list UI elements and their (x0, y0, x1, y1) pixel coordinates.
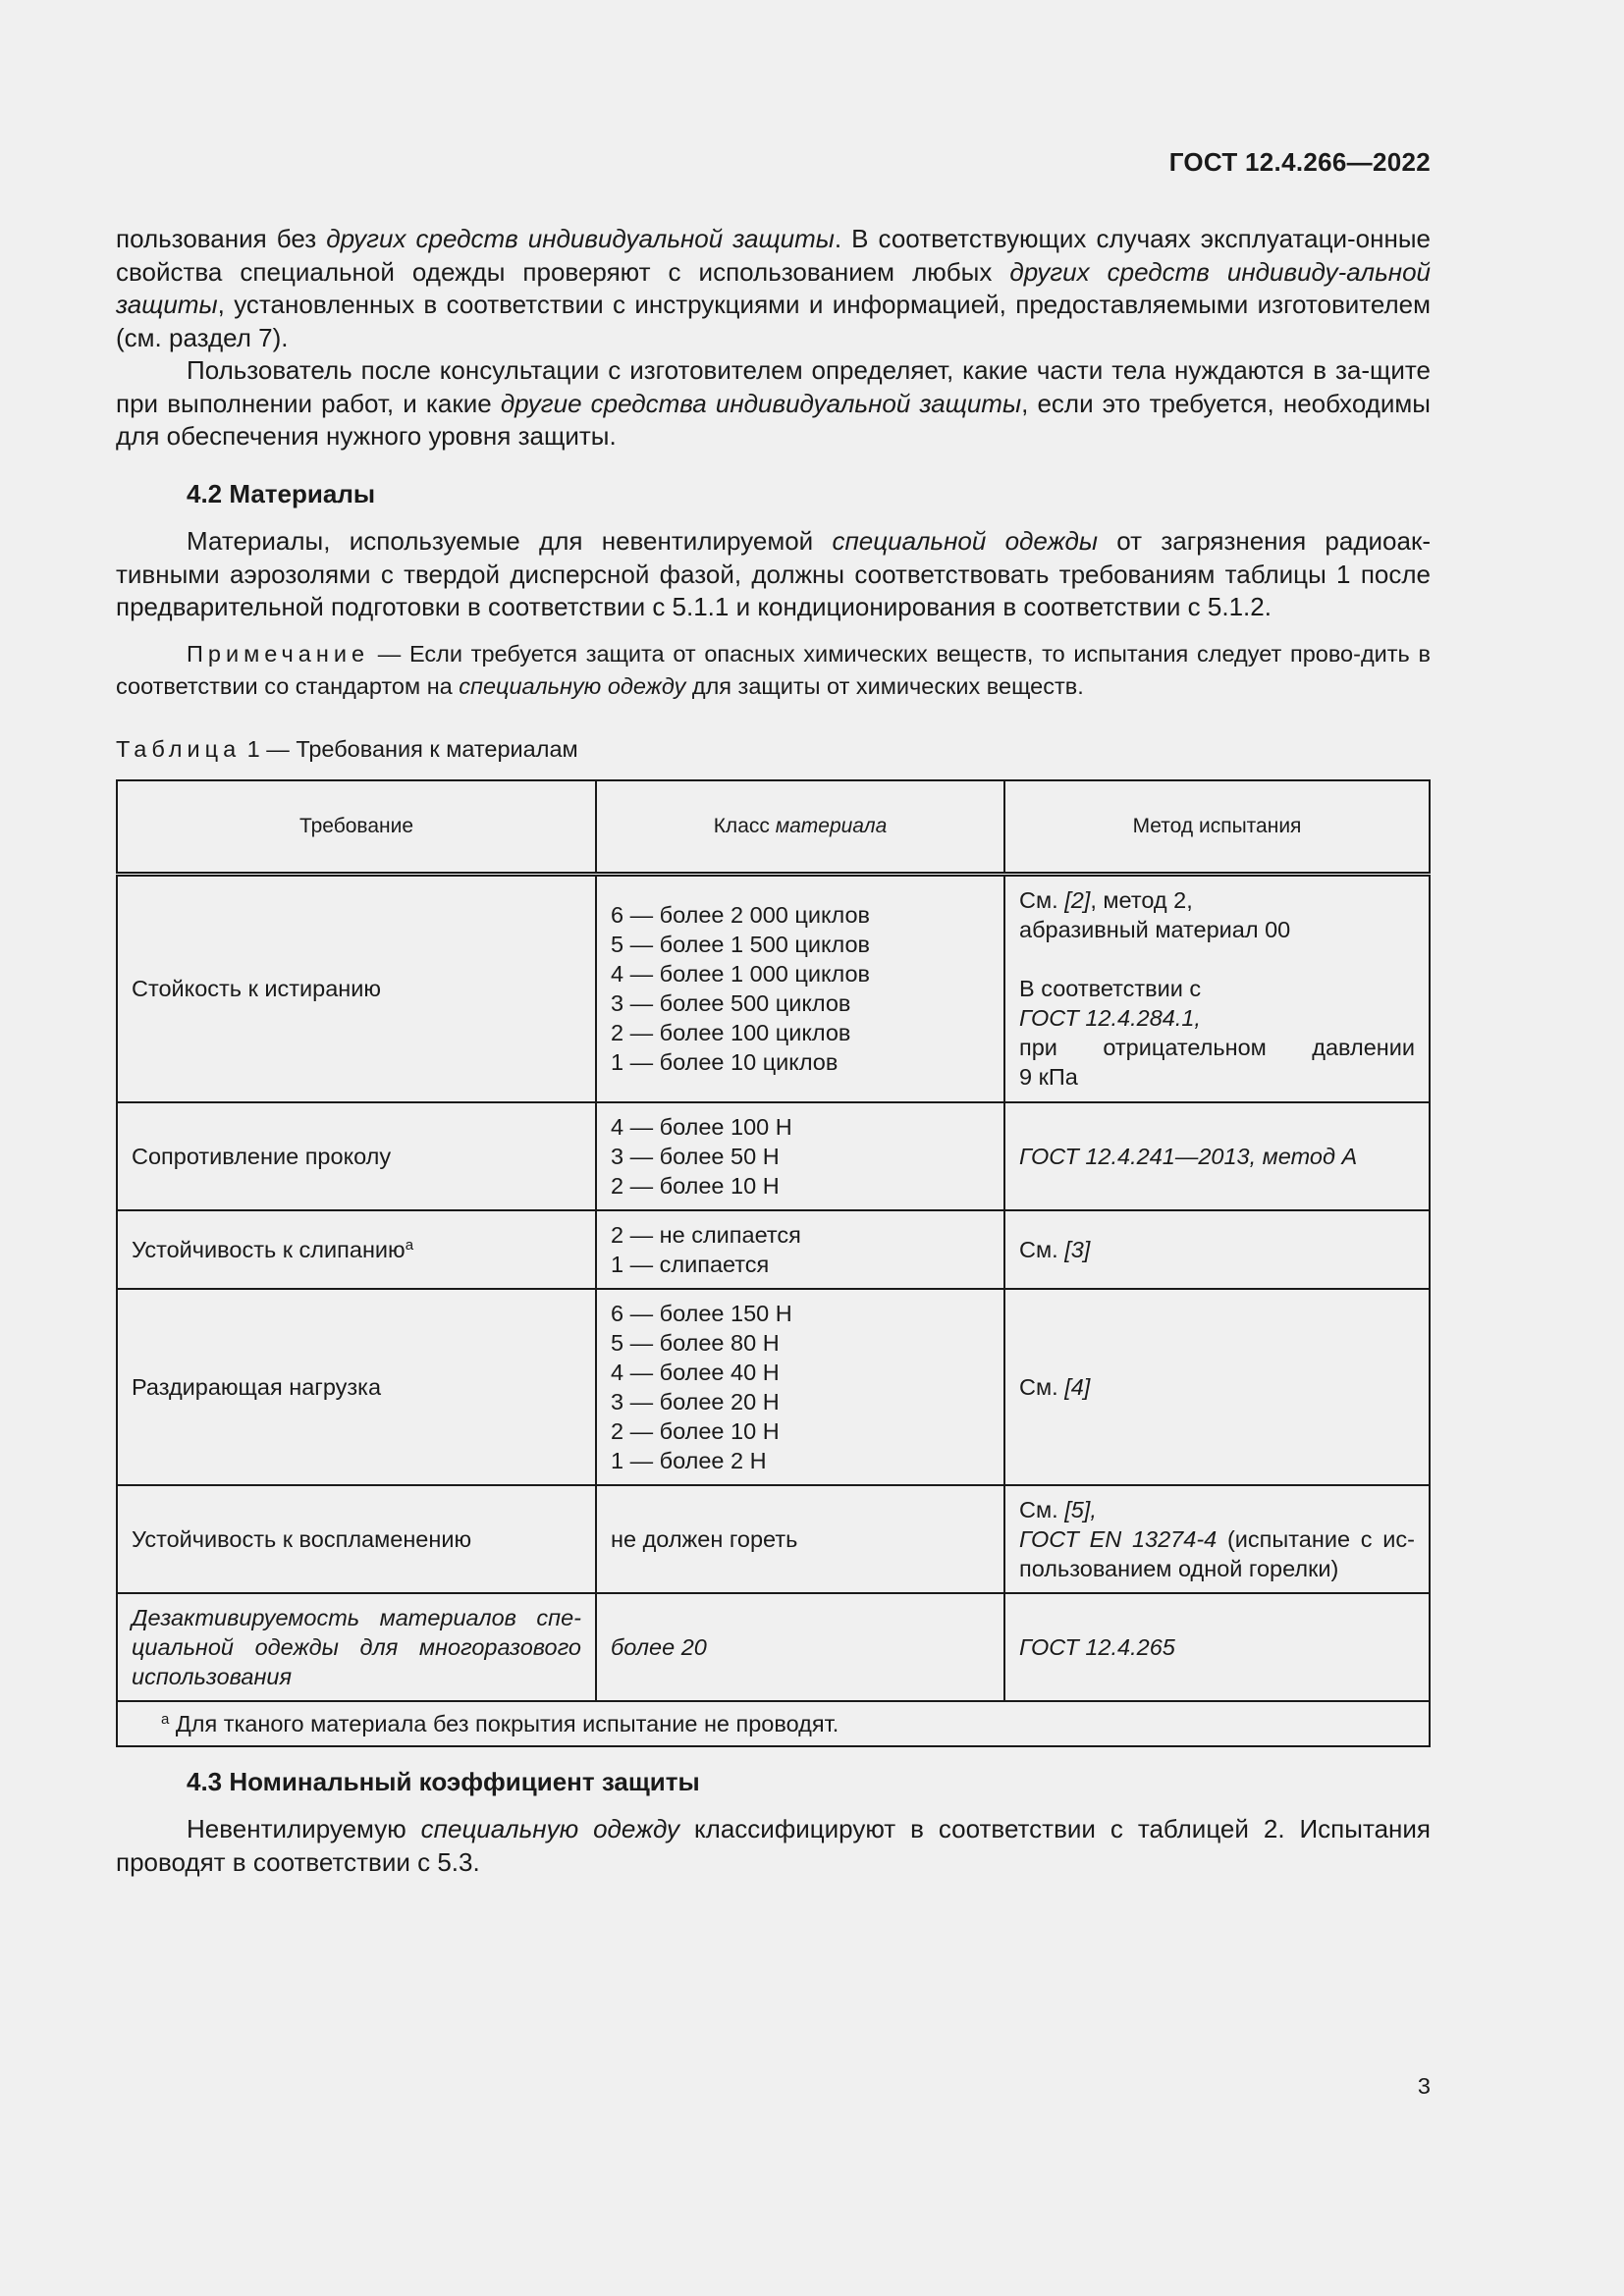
section-heading-4-2: 4.2 Материалы (187, 479, 376, 508)
method-cell: См. [3] (1004, 1210, 1430, 1289)
method-cell: См. [4] (1004, 1289, 1430, 1485)
requirement-cell: Устойчивость к воспламенению (117, 1485, 596, 1593)
class-cell: 6 — более 2 000 циклов 5 — более 1 500 циклов 4 — более 1 000 циклов 3 — более 500 циклов 2 — более 100 циклов 1 — более 10 циклов (596, 875, 1004, 1102)
intro-paragraph-1: пользования без других средств индивидуальной защиты. В соответствующих случаях эксплуатаци-онные свойства специальной одежды проверяют с использованием любых других средств индивиду-альной защиты, установленных в соответствии с инструкциями и информацией, предоставляемыми изготовителем (см. раздел 7). (116, 224, 1431, 352)
method-cell: ГОСТ 12.4.241—2013, метод А (1004, 1102, 1430, 1210)
table-row (117, 1485, 1430, 1593)
requirement-cell: Дезактивируемость материалов спе-циальной одежды для многоразового использования (117, 1593, 596, 1701)
intro-text (116, 223, 1431, 454)
requirement-cell: Устойчивость к слипанию$^а$ (117, 1210, 596, 1289)
materials-paragraph: Материалы, используемые для невентилируемой специальной одежды от загрязнения радиоак-тивными аэрозолями с твердой дисперсной фазой, должны соответствовать требованиям таблицы 1 после предварительной подготовки в соответствии с 5.1.1 и кондиционирования в соответствии с 5.1.2. (116, 526, 1431, 621)
class-cell: 2 — не слипается 1 — слипается (596, 1210, 1004, 1289)
table-caption: Таблица 1 — Требования к материалам (116, 736, 578, 762)
table-row (117, 875, 1430, 1102)
table-row (117, 1210, 1430, 1289)
method-cell: ГОСТ 12.4.265 (1004, 1593, 1430, 1701)
class-cell: более 20 (596, 1593, 1004, 1701)
table-footnote-row (117, 1701, 1430, 1746)
table-footnote: $^а$ Для тканого материала без покрытия испытание не проводят. (117, 1701, 1430, 1746)
method-cell: См. [2], метод 2, абразивный материал 00 В соответствии с ГОСТ 12.4.284.1, при отрицательном давлении 9 кПа (1004, 875, 1430, 1102)
header-test-method: Метод испытания (1004, 780, 1430, 875)
class-cell: не должен гореть (596, 1485, 1004, 1593)
table-row (117, 1593, 1430, 1701)
section-4-2-text (116, 525, 1431, 624)
table-row (117, 1102, 1430, 1210)
protection-factor-paragraph: Невентилируемую специальную одежду классифицируют в соответствии с таблицей 2. Испытания проводят в соответствии с 5.3. (116, 1814, 1431, 1877)
table-row (117, 1289, 1430, 1485)
document-number-header: ГОСТ 12.4.266—2022 (1168, 147, 1431, 177)
note-paragraph: Примечание — Если требуется защита от опасных химических веществ, то испытания следует прово-дить в соответствии со стандартом на специальную одежду для защиты от химических веществ. (116, 641, 1431, 699)
intro-paragraph-2: Пользователь после консультации с изготовителем определяет, какие части тела нуждаются в за-щите при выполнении работ, и какие другие средства индивидуальной защиты, если это требуется, необходимы для обеспечения нужного уровня защиты. (116, 355, 1431, 451)
requirements-table (116, 779, 1431, 1747)
class-cell: 6 — более 150 Н 5 — более 80 Н 4 — более 40 Н 3 — более 20 Н 2 — более 10 Н 1 — более 2 Н (596, 1289, 1004, 1485)
requirement-cell: Стойкость к истиранию (117, 875, 596, 1102)
header-requirement: Требование (117, 780, 596, 875)
requirement-cell: Сопротивление проколу (117, 1102, 596, 1210)
class-cell: 4 — более 100 Н 3 — более 50 Н 2 — более 10 Н (596, 1102, 1004, 1210)
note-label: Примечание (187, 641, 370, 667)
table-header-row (117, 780, 1430, 875)
section-heading-4-3: 4.3 Номинальный коэффициент защиты (187, 1767, 700, 1796)
method-cell: См. [5], ГОСТ EN 13274-4 (испытание с ис-пользованием одной горелки) (1004, 1485, 1430, 1593)
requirement-cell: Раздирающая нагрузка (117, 1289, 596, 1485)
section-4-3-text (116, 1813, 1431, 1879)
header-material-class: Класс материала (596, 780, 1004, 875)
page-number: 3 (1417, 2073, 1431, 2099)
